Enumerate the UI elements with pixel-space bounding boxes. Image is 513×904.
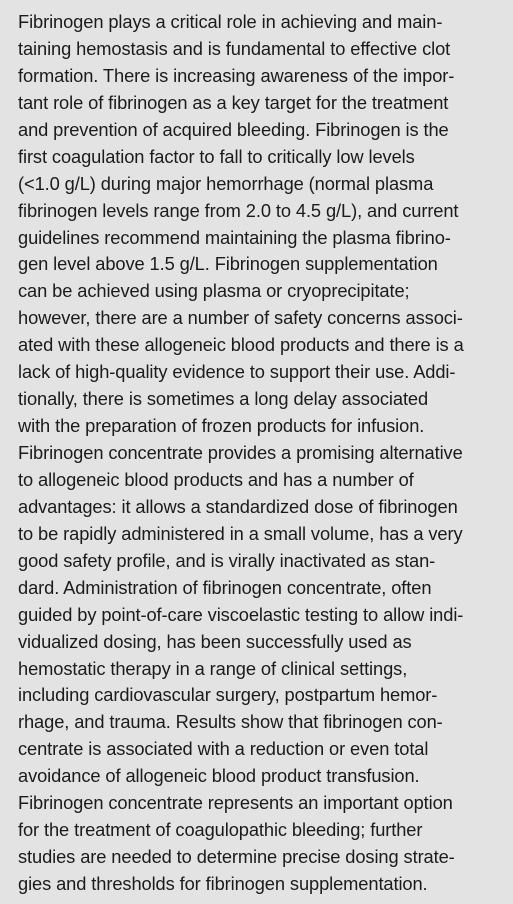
text-line: studies are needed to determine precise dosing strate- — [18, 846, 455, 868]
text-line: avoidance of allogeneic blood product transfusion. — [18, 765, 420, 787]
text-line: gen level above 1.5 g/L. Fibrinogen supplementation — [18, 253, 438, 275]
text-line: with the preparation of frozen products for infusion. — [18, 415, 425, 437]
text-line: vidualized dosing, has been successfully used as — [18, 630, 412, 652]
text-line: Fibrinogen concentrate represents an important option — [18, 792, 453, 814]
text-line: for the treatment of coagulopathic bleeding; further — [18, 819, 423, 841]
text-line: centrate is associated with a reduction or even total — [18, 738, 429, 760]
text-line: tant role of fibrinogen as a key target for the treatment — [18, 91, 449, 113]
text-line: taining hemostasis and is fundamental to effective clot — [18, 37, 451, 59]
text-line: including cardiovascular surgery, postpartum hemor- — [18, 684, 438, 706]
text-line: Fibrinogen plays a critical role in achieving and main- — [18, 11, 443, 32]
text-line: and prevention of acquired bleeding. Fibrinogen is the — [18, 118, 449, 140]
text-line: gies and thresholds for fibrinogen supplementation. — [18, 873, 428, 894]
text-line: tionally, there is sometimes a long delay associated — [18, 388, 429, 410]
text-line: hemostatic therapy in a range of clinical settings, — [18, 657, 408, 679]
text-line: guided by point-of-care viscoelastic testing to allow indi- — [18, 603, 464, 625]
text-line: to allogeneic blood products and has a number of — [18, 468, 414, 490]
text-line: dard. Administration of fibrinogen concentrate, often — [18, 576, 432, 598]
text-line: can be achieved using plasma or cryoprecipitate; — [18, 280, 410, 302]
abstract-text-block — [18, 9, 513, 898]
text-line: rhage, and trauma. Results show that fibrinogen con- — [18, 711, 443, 733]
text-line: fibrinogen levels range from 2.0 to 4.5 g/L), and current — [18, 199, 459, 221]
text-line: Fibrinogen concentrate provides a promising alternative — [18, 442, 463, 463]
text-line: lack of high-quality evidence to support their use. Addi- — [18, 361, 456, 383]
text-line: advantages: it allows a standardized dose of fibrinogen — [18, 495, 458, 517]
text-line: guidelines recommend maintaining the plasma fibrino- — [18, 226, 451, 248]
text-line: however, there are a number of safety concerns associ- — [18, 307, 463, 329]
text-line: good safety profile, and is virally inactivated as stan- — [18, 549, 436, 571]
text-line: formation. There is increasing awareness of the impor- — [18, 64, 455, 86]
text-line: ated with these allogeneic blood products and there is a — [18, 334, 464, 356]
text-line: to be rapidly administered in a small volume, has a very — [18, 522, 463, 544]
text-line: first coagulation factor to fall to critically low levels — [18, 145, 415, 167]
text-line: (<1.0 g/L) during major hemorrhage (normal plasma — [18, 172, 434, 194]
